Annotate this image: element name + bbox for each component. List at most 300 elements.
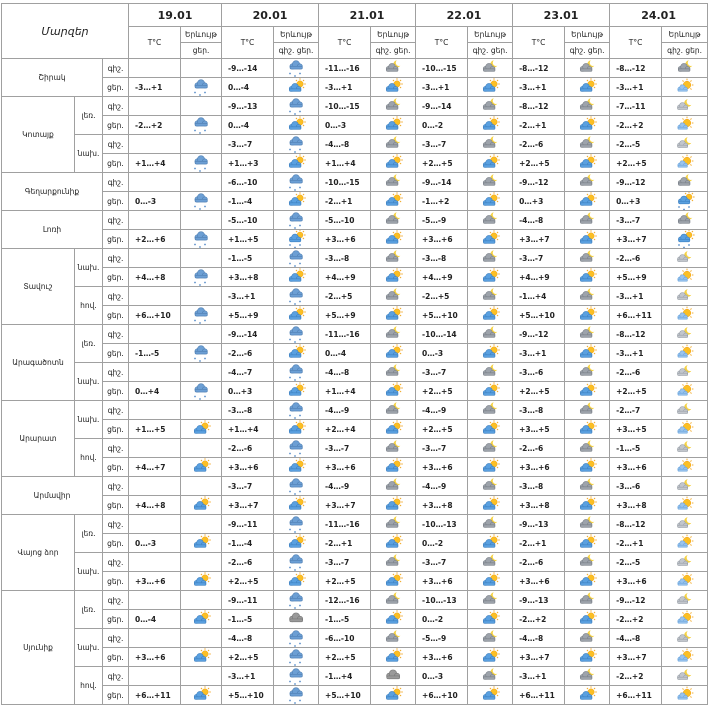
sun-cloud-icon [662, 78, 708, 97]
temperature-range: +3…+8 [513, 496, 565, 515]
temperature-range: +5…+10 [416, 306, 468, 325]
empty-weather-cell [181, 211, 222, 230]
cloud-sun-icon [371, 648, 416, 667]
temperature-range: -3…-7 [416, 439, 468, 458]
temperature-range: +4…+7 [129, 458, 181, 477]
temperature-range: -3…-7 [513, 249, 565, 268]
table-row [2, 553, 708, 572]
table-row [2, 268, 708, 287]
temperature-range: -9…-11 [222, 515, 274, 534]
empty-weather-cell [181, 249, 222, 268]
cloud-sun-icon [468, 686, 513, 705]
empty-weather-cell [181, 439, 222, 458]
temperature-range: -3…-8 [513, 401, 565, 420]
temperature-range: -1…-4 [222, 192, 274, 211]
empty-weather-cell [181, 59, 222, 78]
temperature-range: +1…+4 [222, 420, 274, 439]
snow-cloud-icon [274, 667, 319, 686]
temperature-range: +3…+6 [129, 572, 181, 591]
temperature-range: -4…-8 [513, 211, 565, 230]
region-name: Արարատ [2, 401, 75, 477]
temperature-range: +1…+3 [222, 154, 274, 173]
area-name: նախ. [75, 553, 103, 591]
temperature-range: -3…-7 [610, 211, 662, 230]
table-row [2, 306, 708, 325]
temperature-range: -4…-9 [319, 477, 371, 496]
table-row [2, 477, 708, 496]
table-row [2, 515, 708, 534]
temperature-range: +2…+5 [610, 382, 662, 401]
empty-weather-cell [181, 477, 222, 496]
table-body [2, 59, 708, 705]
temperature-range: +2…+5 [319, 572, 371, 591]
table-row [2, 135, 708, 154]
temperature-range [129, 59, 181, 78]
temperature-range: -2…-6 [610, 249, 662, 268]
temperature-range: -3…-8 [513, 477, 565, 496]
moon-cloud-icon [662, 439, 708, 458]
temperature-range: -9…-14 [222, 59, 274, 78]
temperature-range: +6…+10 [416, 686, 468, 705]
cloud-moon-icon [371, 553, 416, 572]
temperature-range: +6…+10 [129, 306, 181, 325]
time-of-day: ցեր. [103, 154, 129, 173]
cloud-sun-icon [468, 78, 513, 97]
cloud-sun-icon [468, 382, 513, 401]
cloud-moon-icon [468, 135, 513, 154]
area-name: հով. [75, 287, 103, 325]
temperature-range: +6…+11 [610, 306, 662, 325]
cloud-sun-icon [274, 534, 319, 553]
table-row [2, 173, 708, 192]
temperature-range [129, 325, 181, 344]
cloud-moon-icon [371, 211, 416, 230]
temperature-range: -3…-8 [222, 401, 274, 420]
temperature-range: -2…+2 [610, 610, 662, 629]
temp-column-header: T°C [222, 27, 274, 59]
cloud-sun-icon [371, 154, 416, 173]
temperature-range: -1…+2 [416, 192, 468, 211]
time-of-day: ցեր. [103, 686, 129, 705]
day-subheader: ցեր. [296, 46, 314, 55]
cloud-sun-icon [565, 610, 610, 629]
temperature-range [129, 477, 181, 496]
cloud-sun-icon [181, 420, 222, 439]
weather-night-day-subheader [468, 43, 513, 59]
cloud-moon-icon [371, 59, 416, 78]
temperature-range: -2…-6 [513, 553, 565, 572]
temperature-range: +3…+6 [513, 458, 565, 477]
gray-cloud-icon [274, 610, 319, 629]
moon-cloud-icon [662, 515, 708, 534]
temperature-range: +3…+6 [416, 458, 468, 477]
temperature-range: -9…-14 [416, 173, 468, 192]
snow-cloud-icon [274, 287, 319, 306]
night-subheader: գիշ. [667, 46, 683, 55]
temperature-range: -9…-12 [513, 173, 565, 192]
cloud-sun-snow-icon [662, 192, 708, 211]
temperature-range: -8…-12 [513, 97, 565, 116]
temperature-range: 0…-4 [222, 78, 274, 97]
cloud-sun-icon [181, 648, 222, 667]
temperature-range [129, 515, 181, 534]
temperature-range: -1…-5 [319, 610, 371, 629]
cloud-moon-icon [371, 173, 416, 192]
weather-column-header: Երևույթ [662, 27, 708, 43]
temperature-range: +2…+5 [416, 382, 468, 401]
sun-cloud-icon [662, 268, 708, 287]
area-name: լեռ. [75, 515, 103, 553]
cloud-moon-icon [565, 477, 610, 496]
temperature-range: 0…-4 [129, 610, 181, 629]
temperature-range: +3…+7 [222, 496, 274, 515]
cloud-moon-icon [371, 515, 416, 534]
snow-cloud-icon [274, 648, 319, 667]
cloud-sun-icon [565, 458, 610, 477]
empty-weather-cell [181, 401, 222, 420]
table-row [2, 686, 708, 705]
snow-cloud-icon [181, 230, 222, 249]
moon-cloud-icon [662, 363, 708, 382]
temperature-range: -2…-6 [222, 439, 274, 458]
moon-cloud-icon [662, 401, 708, 420]
table-row [2, 401, 708, 420]
cloud-sun-icon [371, 610, 416, 629]
temperature-range: -8…-12 [610, 515, 662, 534]
temperature-range: -11…-16 [319, 325, 371, 344]
temperature-range: -2…+1 [610, 534, 662, 553]
cloud-sun-icon [565, 496, 610, 515]
weather-column-header: Երևույթ [274, 27, 319, 43]
time-of-day: ցեր. [103, 116, 129, 135]
cloud-moon-icon [468, 553, 513, 572]
temperature-range: -2…+5 [416, 287, 468, 306]
snow-cloud-icon [181, 116, 222, 135]
temp-column-header: T°C [610, 27, 662, 59]
temperature-range: -1…-5 [222, 610, 274, 629]
temperature-range: -3…-7 [319, 439, 371, 458]
temperature-range: +2…+5 [416, 420, 468, 439]
area-name: հով. [75, 439, 103, 477]
cloud-moon-icon [565, 439, 610, 458]
weather-night-day-subheader [662, 43, 708, 59]
temperature-range: -1…-4 [222, 534, 274, 553]
cloud-moon-icon [371, 591, 416, 610]
table-row [2, 116, 708, 135]
temperature-range: +3…+6 [416, 230, 468, 249]
cloud-moon-icon [468, 287, 513, 306]
cloud-sun-icon [371, 496, 416, 515]
temperature-range: -3…-7 [416, 135, 468, 154]
cloud-sun-icon [565, 534, 610, 553]
temperature-range: -2…-5 [610, 553, 662, 572]
temperature-range: +1…+5 [222, 230, 274, 249]
weather-column-header: Երևույթ [181, 27, 222, 43]
temperature-range [129, 135, 181, 154]
table-row [2, 154, 708, 173]
cloud-sun-icon [274, 192, 319, 211]
temperature-range: -4…-8 [513, 629, 565, 648]
temperature-range: +2…+6 [129, 230, 181, 249]
temperature-range: -3…+1 [513, 667, 565, 686]
temperature-range [129, 401, 181, 420]
temperature-range: -2…+1 [319, 192, 371, 211]
temperature-range: +3…+6 [610, 458, 662, 477]
date-header: 20.01 [222, 4, 319, 27]
temperature-range: 0…-3 [129, 534, 181, 553]
temperature-range: 0…-2 [416, 116, 468, 135]
temperature-range: +3…+6 [610, 572, 662, 591]
cloud-sun-icon [565, 344, 610, 363]
cloud-moon-icon [468, 173, 513, 192]
cloud-moon-icon [565, 287, 610, 306]
temperature-range: -9…-12 [610, 591, 662, 610]
moon-cloud-icon [662, 553, 708, 572]
temperature-range: -9…-12 [610, 173, 662, 192]
temperature-range: -2…-7 [610, 401, 662, 420]
region-name: Կոտայք [2, 97, 75, 173]
temperature-range [129, 211, 181, 230]
table-row [2, 78, 708, 97]
cloud-moon-icon [468, 363, 513, 382]
temperature-range: -10…-15 [319, 97, 371, 116]
weather-column-header: Երևույթ [468, 27, 513, 43]
temperature-range: +6…+11 [129, 686, 181, 705]
temp-column-header: T°C [513, 27, 565, 59]
temperature-range: -3…-7 [416, 363, 468, 382]
cloud-sun-icon [371, 534, 416, 553]
empty-weather-cell [181, 553, 222, 572]
temperature-range: +3…+6 [319, 458, 371, 477]
time-of-day: ցեր. [103, 78, 129, 97]
table-row [2, 420, 708, 439]
temperature-range: +3…+8 [610, 496, 662, 515]
empty-weather-cell [181, 173, 222, 192]
temperature-range: -4…-8 [319, 135, 371, 154]
cloud-moon-icon [468, 211, 513, 230]
area-name: հով. [75, 667, 103, 705]
temperature-range: -3…-7 [319, 553, 371, 572]
cloud-moon-icon [565, 515, 610, 534]
temperature-range: -8…-12 [610, 59, 662, 78]
temperature-range: +3…+7 [319, 496, 371, 515]
cloud-sun-icon [371, 78, 416, 97]
moon-cloud-icon [662, 135, 708, 154]
temperature-range [129, 667, 181, 686]
cloud-sun-icon [468, 572, 513, 591]
temperature-range [129, 629, 181, 648]
temperature-range: 0…+3 [513, 192, 565, 211]
empty-weather-cell [181, 515, 222, 534]
temperature-range: +3…+5 [610, 420, 662, 439]
temperature-range: +6…+11 [513, 686, 565, 705]
temp-column-header: T°C [416, 27, 468, 59]
cloud-sun-icon [468, 534, 513, 553]
temperature-range: +3…+8 [222, 268, 274, 287]
table-row [2, 344, 708, 363]
cloud-sun-icon [371, 686, 416, 705]
temperature-range: -3…+1 [222, 667, 274, 686]
cloud-moon-icon [565, 591, 610, 610]
temperature-range: +4…+9 [319, 268, 371, 287]
sun-cloud-icon [662, 458, 708, 477]
temperature-range: +2…+5 [416, 154, 468, 173]
temperature-range: +1…+4 [319, 382, 371, 401]
temperature-range: -2…-6 [610, 363, 662, 382]
cloud-sun-icon [274, 420, 319, 439]
cloud-sun-icon [565, 154, 610, 173]
snow-cloud-icon [274, 363, 319, 382]
region-name: Շիրակ [2, 59, 103, 97]
regions-header: Մարզեր [2, 4, 129, 59]
time-of-day: ցեր. [103, 572, 129, 591]
temperature-range: -4…-9 [416, 477, 468, 496]
cloud-sun-icon [468, 344, 513, 363]
temperature-range: 0…-4 [222, 116, 274, 135]
region-name: Վայոց ձոր [2, 515, 75, 591]
cloud-moon-icon [371, 287, 416, 306]
temperature-range: -10…-13 [416, 515, 468, 534]
temperature-range: -9…-11 [222, 591, 274, 610]
time-of-day: գիշ. [103, 401, 129, 420]
cloud-sun-snow-icon [274, 230, 319, 249]
empty-weather-cell [181, 629, 222, 648]
temperature-range: -2…-5 [610, 135, 662, 154]
cloud-sun-icon [371, 192, 416, 211]
cloud-sun-icon [274, 268, 319, 287]
cloud-sun-icon [468, 648, 513, 667]
temperature-range: -5…-10 [222, 211, 274, 230]
temperature-range: +3…+6 [129, 648, 181, 667]
region-name: Գեղարքունիք [2, 173, 103, 211]
cloud-sun-icon [468, 610, 513, 629]
temperature-range: 0…-3 [129, 192, 181, 211]
temperature-range: -1…-5 [222, 249, 274, 268]
snow-cloud-icon [274, 686, 319, 705]
area-name: լեռ. [75, 591, 103, 629]
temperature-range: +3…+7 [513, 648, 565, 667]
temperature-range: -3…+1 [610, 287, 662, 306]
cloud-sun-icon [468, 116, 513, 135]
time-of-day: գիշ. [103, 97, 129, 116]
cloud-sun-icon [274, 382, 319, 401]
cloud-moon-icon [662, 211, 708, 230]
cloud-sun-icon [565, 116, 610, 135]
cloud-moon-icon [468, 439, 513, 458]
temperature-range: +1…+5 [129, 420, 181, 439]
sun-cloud-icon [662, 116, 708, 135]
empty-weather-cell [181, 97, 222, 116]
cloud-sun-icon [274, 344, 319, 363]
temperature-range: -7…-11 [610, 97, 662, 116]
temperature-range: -3…-6 [513, 363, 565, 382]
time-of-day: գիշ. [103, 591, 129, 610]
date-header: 21.01 [319, 4, 416, 27]
temperature-range: -4…-9 [319, 401, 371, 420]
region-name: Արմավիր [2, 477, 103, 515]
table-row [2, 287, 708, 306]
temperature-range: -2…+1 [513, 534, 565, 553]
temperature-range: +3…+7 [513, 230, 565, 249]
temperature-range: +2…+5 [513, 382, 565, 401]
night-subheader: գիշ. [569, 46, 586, 55]
temperature-range [129, 97, 181, 116]
cloud-sun-icon [468, 268, 513, 287]
temperature-range [129, 173, 181, 192]
temperature-range: -3…+1 [610, 78, 662, 97]
temperature-range: 0…-2 [416, 534, 468, 553]
time-of-day: ցեր. [103, 344, 129, 363]
table-row [2, 325, 708, 344]
moon-cloud-icon [662, 325, 708, 344]
cloud-sun-icon [274, 458, 319, 477]
temperature-range: -3…-7 [222, 477, 274, 496]
temperature-range: 0…-3 [319, 116, 371, 135]
temp-column-header: T°C [319, 27, 371, 59]
cloud-sun-icon [565, 306, 610, 325]
night-subheader: գիշ. [278, 46, 295, 55]
sun-cloud-icon [662, 686, 708, 705]
moon-cloud-icon [662, 287, 708, 306]
time-of-day: գիշ. [103, 287, 129, 306]
table-row [2, 591, 708, 610]
temperature-range: 0…-4 [319, 344, 371, 363]
cloud-moon-icon [565, 249, 610, 268]
temperature-range: -3…+1 [513, 78, 565, 97]
temperature-range: -2…+1 [513, 116, 565, 135]
temperature-range: -3…+1 [222, 287, 274, 306]
table-row [2, 211, 708, 230]
time-of-day: ցեր. [103, 382, 129, 401]
cloud-sun-icon [565, 572, 610, 591]
temperature-range: +3…+7 [610, 648, 662, 667]
table-row [2, 59, 708, 78]
temperature-range: -3…-7 [416, 553, 468, 572]
cloud-sun-icon [274, 572, 319, 591]
temperature-range: -1…+4 [319, 667, 371, 686]
table-row [2, 496, 708, 515]
day-subheader: ցեր. [587, 46, 605, 55]
temperature-range: +4…+8 [129, 496, 181, 515]
date-header: 19.01 [129, 4, 222, 27]
time-of-day: գիշ. [103, 211, 129, 230]
snow-cloud-icon [274, 439, 319, 458]
cloud-moon-icon [565, 325, 610, 344]
temperature-range: -10…-15 [416, 59, 468, 78]
temperature-range: -2…+1 [319, 534, 371, 553]
time-of-day: գիշ. [103, 363, 129, 382]
time-of-day: գիշ. [103, 629, 129, 648]
temperature-range: 0…+3 [610, 192, 662, 211]
time-of-day: գիշ. [103, 439, 129, 458]
temperature-range: +3…+6 [319, 230, 371, 249]
time-of-day: ցեր. [103, 230, 129, 249]
snow-cloud-icon [274, 135, 319, 154]
snow-cloud-icon [274, 401, 319, 420]
area-name: լեռ. [75, 97, 103, 135]
temperature-range: -3…+1 [319, 78, 371, 97]
area-name: նախ. [75, 629, 103, 667]
weather-column-header: Երևույթ [371, 27, 416, 43]
time-of-day: գիշ. [103, 135, 129, 154]
weather-day-subheader: ցեր. [181, 43, 222, 59]
cloud-sun-icon [468, 458, 513, 477]
temperature-range: -1…+4 [513, 287, 565, 306]
table-row [2, 382, 708, 401]
temperature-range: -4…-8 [222, 629, 274, 648]
cloud-moon-icon [371, 325, 416, 344]
temperature-range: +2…+5 [610, 154, 662, 173]
